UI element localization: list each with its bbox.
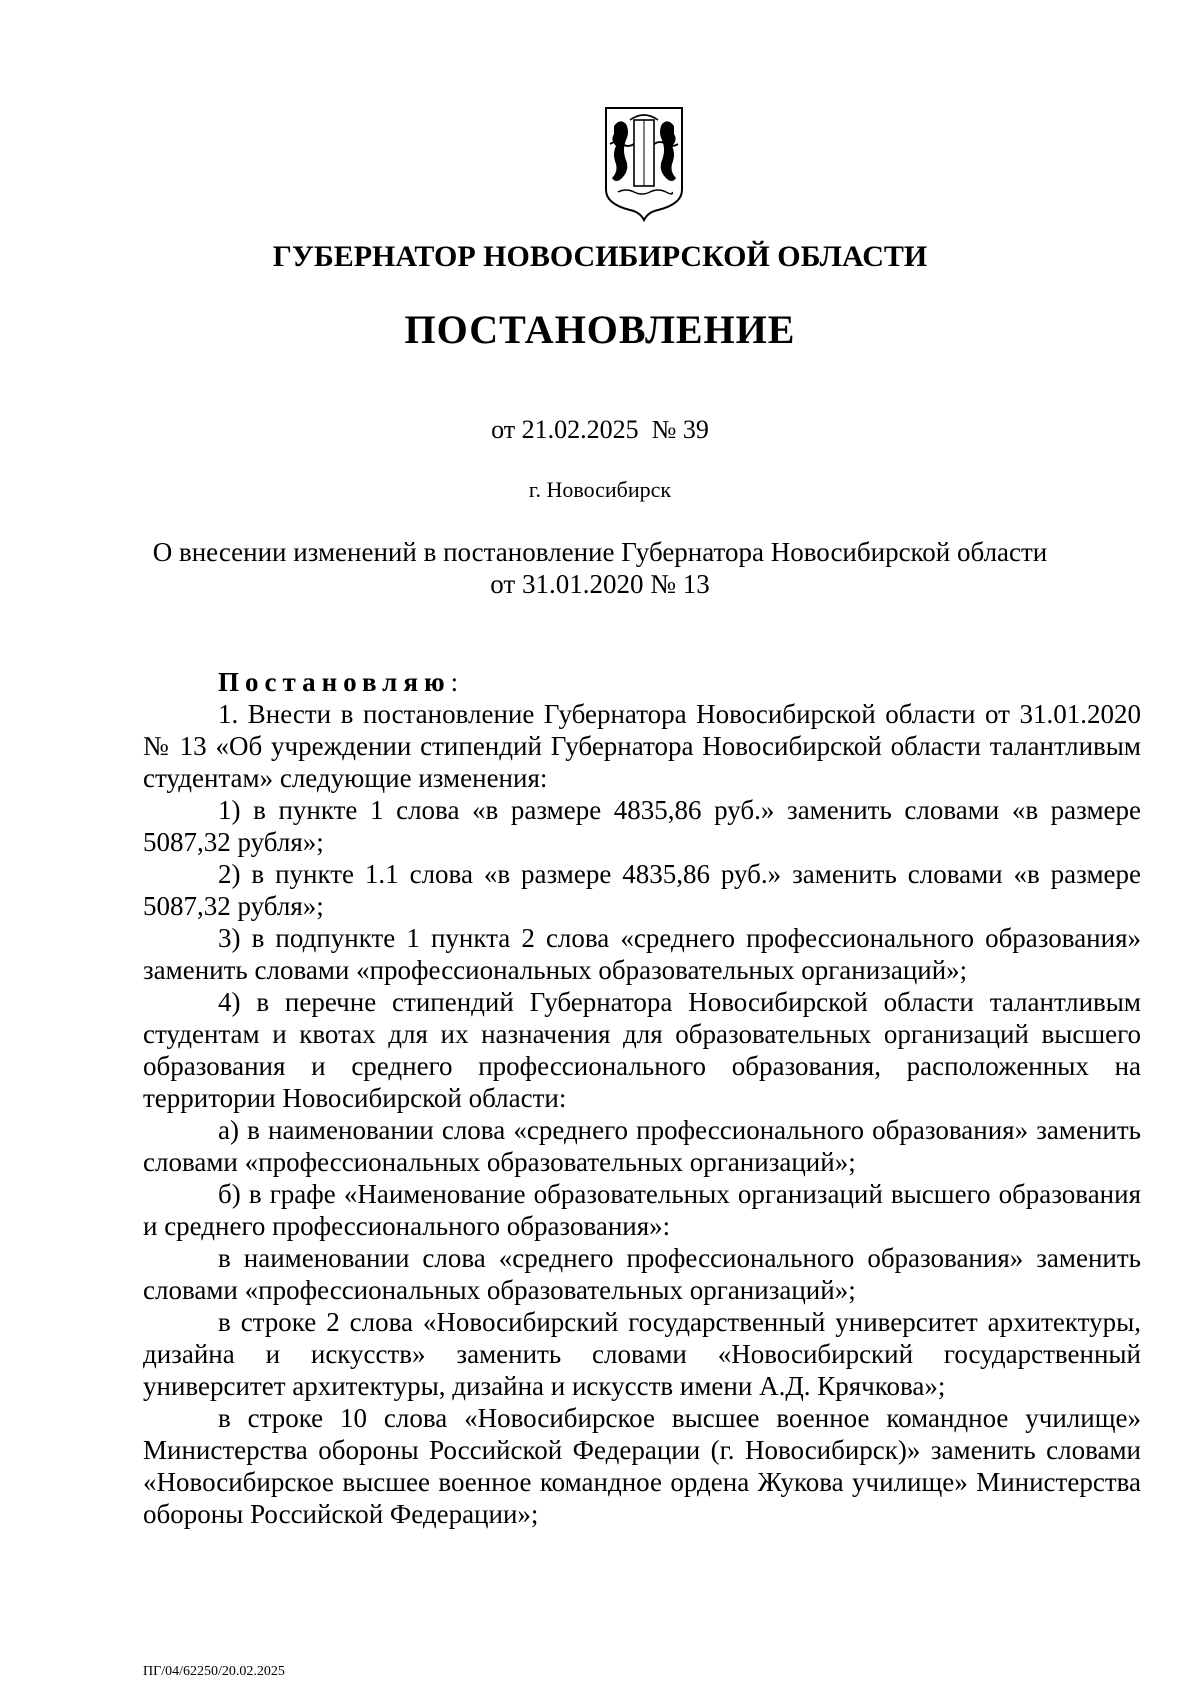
registration-code: ПГ/04/62250/20.02.2025 bbox=[143, 1664, 285, 1679]
document-date-number: от 21.02.2025 № 39 bbox=[491, 415, 709, 444]
body-paragraph: 1) в пункте 1 слова «в размере 4835,86 руб.» заменить словами «в размере 5087,32 рубля»; bbox=[143, 795, 1141, 857]
body-paragraph: а) в наименовании слова «среднего профессионального образования» заменить словами «профессиональных образовательных организаций»; bbox=[143, 1115, 1141, 1177]
issuing-city: г. Новосибирск bbox=[528, 477, 672, 502]
body-paragraph: в строке 10 слова «Новосибирское высшее военное командное училище» Министерства обороны Российской Федерации (г. Новосибирск)» заменить словами «Новосибирское высшее военное командное ордена Жукова училище» Министерства обороны Российской Федерации»; bbox=[143, 1403, 1141, 1529]
body-paragraph: 4) в перечне стипендий Губернатора Новосибирской области талантливым студентам и квотах для их назначения для образовательных организаций высшего образования и среднего профессионального образования, расположенных на территории Новосибирской области: bbox=[143, 987, 1141, 1113]
document-title bbox=[140, 536, 1060, 600]
body-paragraph: 2) в пункте 1.1 слова «в размере 4835,86 руб.» заменить словами «в размере 5087,32 рубля»; bbox=[143, 859, 1141, 921]
resolve-line bbox=[143, 666, 1141, 698]
coat-of-arms-emblem bbox=[600, 104, 688, 222]
body-paragraph: в наименовании слова «среднего профессионального образования» заменить словами «профессиональных образовательных организаций»; bbox=[143, 1243, 1141, 1305]
body-paragraph: б) в графе «Наименование образовательных организаций высшего образования и среднего профессионального образования»: bbox=[143, 1179, 1141, 1241]
issuing-authority: ГУБЕРНАТОР НОВОСИБИРСКОЙ ОБЛАСТИ bbox=[272, 240, 928, 273]
body-paragraph: 1. Внести в постановление Губернатора Новосибирской области от 31.01.2020 № 13 «Об учреждении стипендий Губернатора Новосибирской области талантливым студентам» следующие изменения: bbox=[143, 699, 1141, 793]
body-paragraph: в строке 2 слова «Новосибирский государственный университет архитектуры, дизайна и искусств» заменить словами «Новосибирский государственный университет архитектуры, дизайна и искусств имени А.Д. Крячкова»; bbox=[143, 1307, 1141, 1401]
resolve-word: Постановляю bbox=[218, 667, 451, 697]
document-body bbox=[143, 666, 1141, 1530]
document-title-line: О внесении изменений в постановление Губернатора Новосибирской области bbox=[152, 537, 1048, 567]
body-paragraph: 3) в подпункте 1 пункта 2 слова «среднего профессионального образования» заменить словами «профессиональных образовательных организаций»; bbox=[143, 923, 1141, 985]
resolve-colon: : bbox=[450, 667, 459, 697]
document-title-line: от 31.01.2020 № 13 bbox=[490, 569, 710, 599]
document-type-heading: ПОСТАНОВЛЕНИЕ bbox=[404, 307, 796, 352]
